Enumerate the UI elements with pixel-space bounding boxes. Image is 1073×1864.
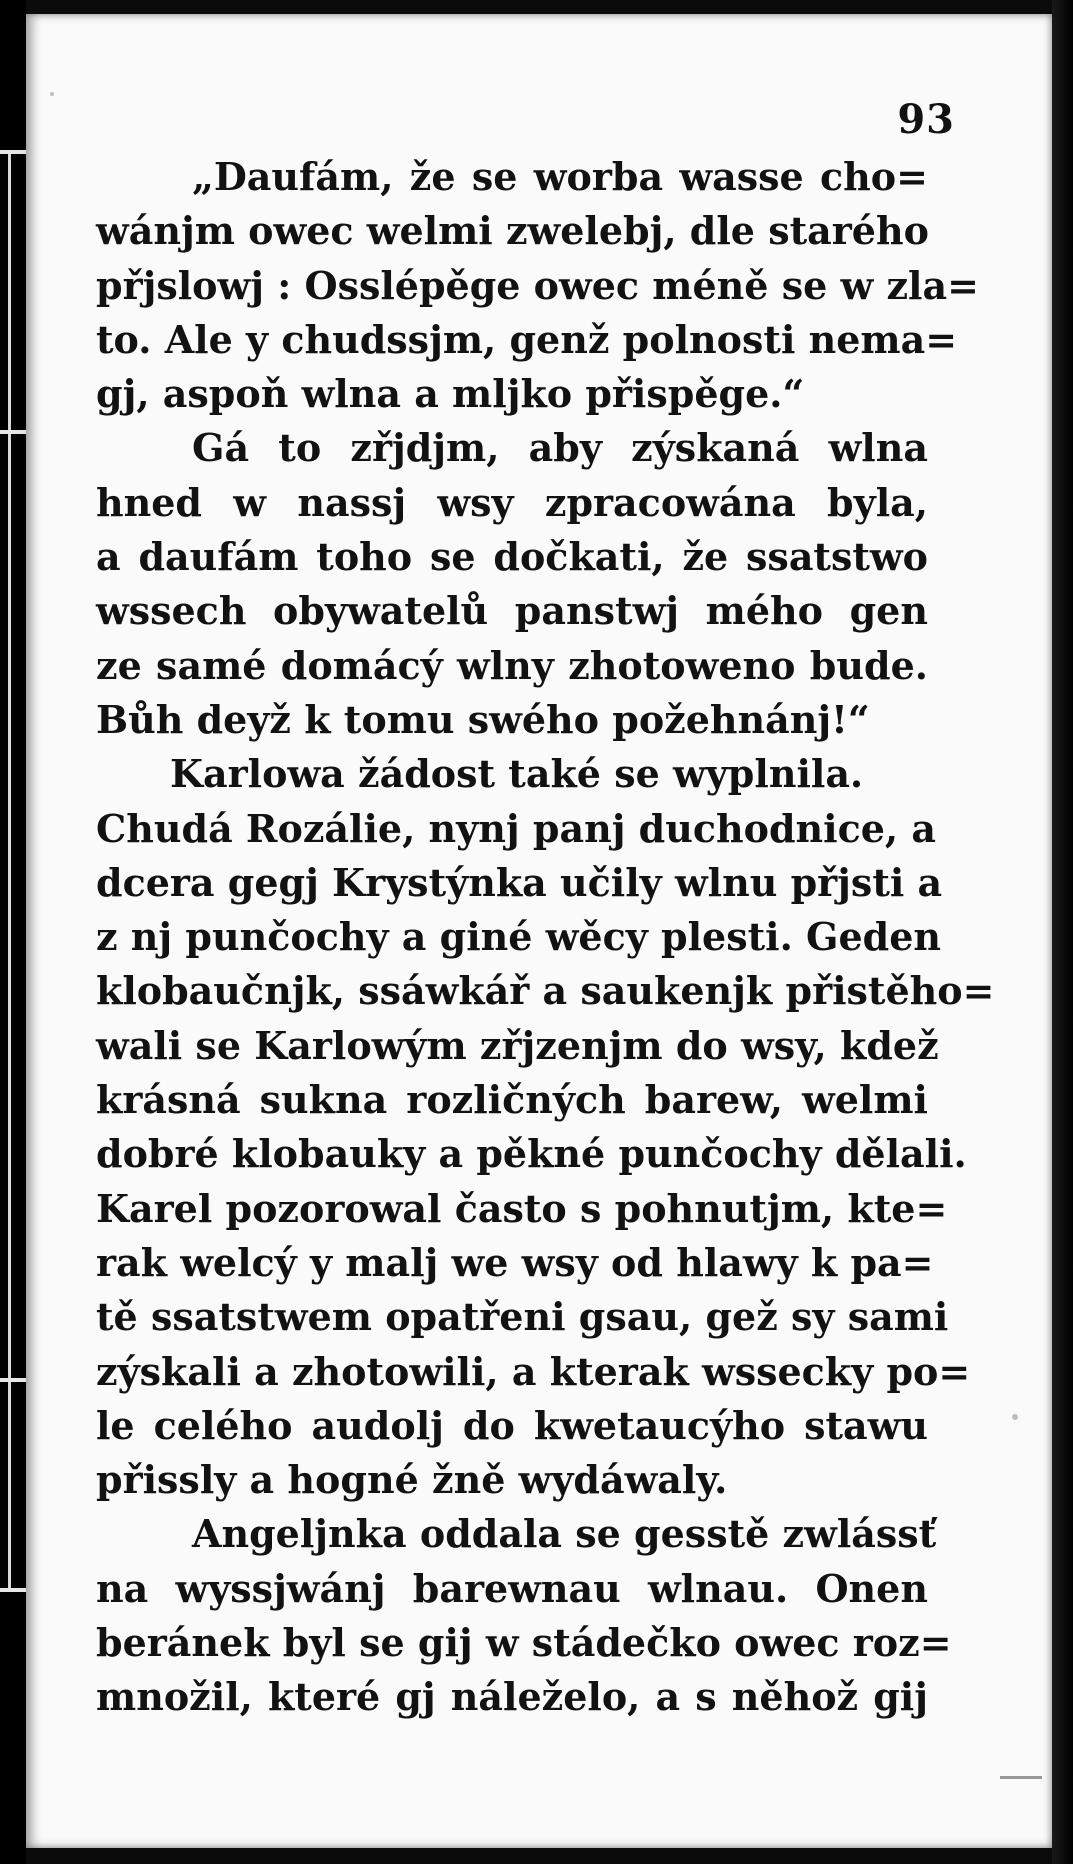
text-line: gj, aspoň wlna a mljko přispěge.“ <box>96 371 805 417</box>
book-spine-line <box>8 150 11 1590</box>
text-line: rak welcý y malj we wsy od hlawy k pa= <box>96 1239 934 1285</box>
text-line: wali se Karlowým zřjzenjm do wsy, kdež <box>96 1022 939 1068</box>
text-line: Karel pozorowal často s pohnutjm, kte= <box>96 1185 948 1231</box>
text-line: z nj punčochy a giné wěcy plesti. Geden <box>96 914 942 960</box>
text-line: tě ssatstwem opatřeni gsau, gež sy sami <box>96 1294 949 1340</box>
paper-speck <box>1012 1414 1018 1420</box>
paper-speck <box>50 92 54 96</box>
text-line: přjslowj : Osslépěge owec méně se w zla= <box>96 262 979 308</box>
text-line: množil, které gj náleželo, a s něhož gij <box>96 1674 928 1720</box>
text-line: krásná sukna rozličných barew, welmi <box>96 1077 928 1123</box>
text-line: hned w nassj wsy zpracowána byla, <box>96 479 928 525</box>
text-line: přissly a hogné žně wydáwaly. <box>96 1457 728 1503</box>
spine-mark <box>0 150 26 154</box>
text-line: ze samé domácý wlny zhotoweno bude. <box>96 642 928 688</box>
text-line: wssech obywatelů panstwj mého gen <box>96 588 928 634</box>
text-line: „Daufám, že se worba wasse cho= <box>192 154 928 199</box>
spine-mark <box>0 1588 26 1592</box>
text-line: zýskali a zhotowili, a kterak wssecky po= <box>96 1348 971 1394</box>
spine-mark <box>0 430 26 434</box>
paper-smudge <box>1000 1776 1042 1779</box>
text-line: a daufám toho se dočkati, že ssatstwo <box>96 534 928 580</box>
page-edge <box>1052 0 1073 1864</box>
text-line: na wyssjwánj barewnau wlnau. Onen <box>96 1565 928 1611</box>
text-line: Angeljnka oddala se gesstě zwlássť <box>192 1511 937 1557</box>
text-line: Bůh deyž k tomu swého požehnánj!“ <box>96 696 870 742</box>
body-text <box>96 150 995 1725</box>
spine-mark <box>0 1378 26 1382</box>
text-line: to. Ale y chudssjm, genž polnosti nema= <box>96 316 958 362</box>
page-number: 93 <box>897 96 955 143</box>
text-line: Chudá Rozálie, nynj panj duchodnice, a <box>96 805 937 851</box>
text-line: klobaučnjk, ssáwkář a saukenjk přistěho= <box>96 968 995 1014</box>
text-line: dcera gegj Krystýnka učily wlnu přjsti a <box>96 859 943 905</box>
text-line: Karlowa žádost také se wyplnila. <box>170 751 864 797</box>
text-line: beránek byl se gij w stádečko owec roz= <box>96 1620 952 1666</box>
text-line: wánjm owec welmi zwelebj, dle starého <box>96 208 929 254</box>
scan-left-shadow <box>0 0 26 1864</box>
text-line: le celého audolj do kwetaucýho stawu <box>96 1402 928 1448</box>
text-line: dobré klobauky a pěkné punčochy dělali. <box>96 1131 967 1177</box>
text-line: Gá to zřjdjm, aby zýskaná wlna <box>192 425 928 471</box>
